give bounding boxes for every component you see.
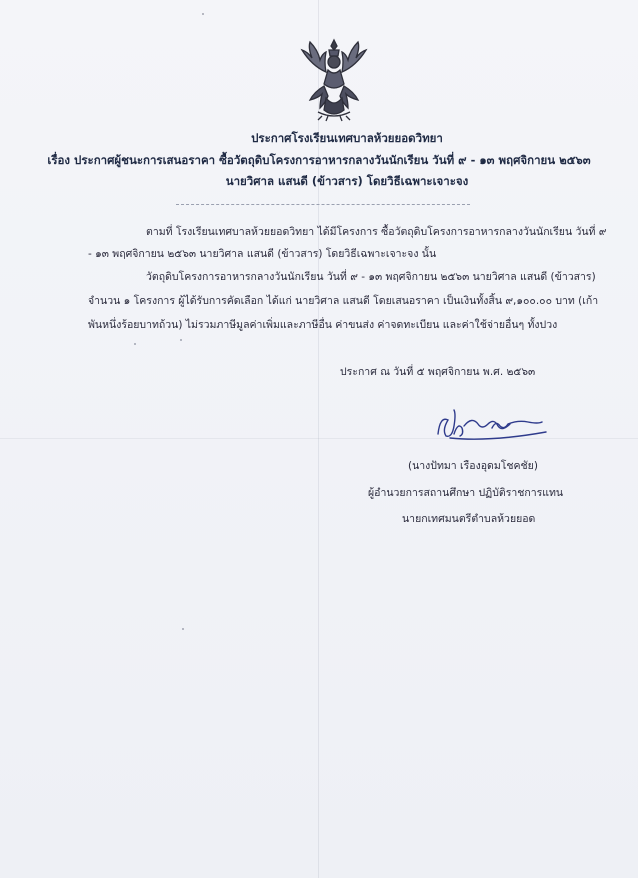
announcement-date: ประกาศ ณ วันที่ ๕ พฤศจิกายน พ.ศ. ๒๕๖๓	[340, 366, 536, 378]
paper-speck	[134, 343, 136, 345]
signatory-name: (นางปัทมา เรืองอุดมโชคชัย)	[408, 460, 538, 472]
announcement-subject-cont: นายวิศาล แสนดี (ข้าวสาร) โดยวิธีเฉพาะเจาะจง	[225, 174, 469, 188]
separator-line	[176, 204, 470, 205]
paragraph-2-line-2: จำนวน ๑ โครงการ ผู้ได้รับการคัดเลือก ได้แก่ นายวิศาล แสนดี โดยเสนอราคา เป็นเงินทั้งสิ้น ๙,๑๐๐.๐๐ บาท (เก้า	[88, 295, 599, 307]
paragraph-2-line-1: วัตถุดิบโครงการอาหารกลางวันนักเรียน วันที่ ๙ - ๑๓ พฤศจิกายน ๒๕๖๓ นายวิศาล แสนดี (ข้าวสาร)	[146, 271, 596, 283]
paper-speck	[202, 13, 204, 15]
signatory-position: ผู้อำนวยการสถานศึกษา ปฏิบัติราชการแทน	[368, 487, 564, 499]
announcement-title: ประกาศโรงเรียนเทศบาลห้วยยอดวิทยา	[251, 131, 443, 145]
announcement-subject: เรื่อง ประกาศผู้ชนะการเสนอราคา ซื้อวัตถุดิบโครงการอาหารกลางวันนักเรียน วันที่ ๙ - ๑๓ พฤศจิกายน ๒๕๖๓	[47, 153, 591, 167]
paragraph-2-line-3: พันหนึ่งร้อยบาทถ้วน) ไม่รวมภาษีมูลค่าเพิ่มและภาษีอื่น ค่าขนส่ง ค่าจดทะเบียน และค่าใช้จ่ายอื่นๆ ทั้งปวง	[88, 319, 558, 331]
paragraph-1-line-1: ตามที่ โรงเรียนเทศบาลห้วยยอดวิทยา ได้มีโครงการ ซื้อวัตถุดิบโครงการอาหารกลางวันนักเรียน วันที่ ๙	[146, 226, 607, 238]
signature-image	[430, 404, 555, 448]
garuda-emblem-icon	[296, 36, 372, 122]
paper-speck	[182, 628, 184, 630]
paper-speck	[180, 339, 182, 341]
signatory-office: นายกเทศมนตรีตำบลห้วยยอด	[402, 513, 536, 525]
paragraph-1-line-2: - ๑๓ พฤศจิกายน ๒๕๖๓ นายวิศาล แสนดี (ข้าวสาร) โดยวิธีเฉพาะเจาะจง นั้น	[88, 248, 437, 260]
